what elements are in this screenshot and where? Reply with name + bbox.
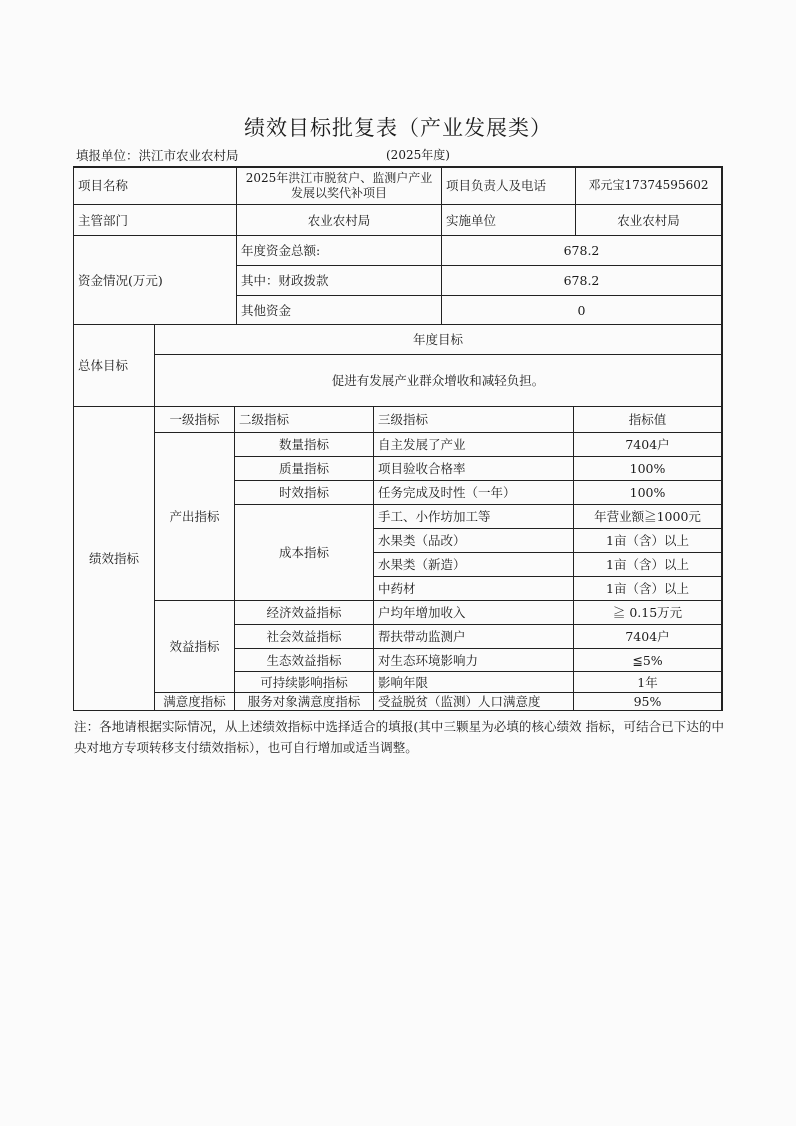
perf-indicators-label: 绩效指标: [88, 551, 139, 566]
indicator-value: 100%: [629, 485, 666, 500]
level3-cell: 受益脱贫（监测）人口满意度: [378, 694, 541, 709]
indicator-value: 1亩（含）以上: [606, 581, 689, 596]
project-name-value: 2025年洪江市脱贫户、监测户产业发展以奖代补项目: [245, 170, 433, 200]
level3-cell: 水果类（品改）: [378, 533, 466, 548]
indicator-value: 1亩（含）以上: [606, 533, 689, 548]
level2-cell: 社会效益指标: [266, 629, 342, 644]
indicator-value: 100%: [629, 461, 666, 476]
indicator-value: 年营业额≧1000元: [594, 509, 701, 524]
col-value-header: 指标值: [628, 412, 667, 427]
indicator-value: 1年: [637, 674, 658, 690]
overall-goal-label: 总体目标: [78, 358, 129, 373]
contact-value: 邓元宝17374595602: [588, 178, 709, 192]
col-level2-header: 二级指标: [239, 412, 290, 427]
dept-label: 主管部门: [78, 212, 129, 228]
level3-cell: 项目验收合格率: [378, 461, 466, 476]
annual-goal-text: 促进有发展产业群众增收和减轻负担。: [331, 373, 545, 388]
indicator-value: 95%: [633, 694, 662, 709]
level3-cell: 水果类（新造）: [378, 557, 466, 572]
level2-cell: 成本指标: [278, 545, 329, 560]
level2-cell: 可持续影响指标: [260, 674, 348, 690]
satisfaction-indicators-label: 满意度指标: [163, 694, 226, 709]
funds-total-value: 678.2: [563, 243, 600, 258]
funds-total-label: 年度资金总额:: [241, 243, 321, 258]
level3-cell: 手工、小作坊加工等: [378, 509, 491, 524]
indicator-value: 7404户: [625, 629, 670, 644]
report-year: (2025年度): [386, 148, 450, 162]
contact-label: 项目负责人及电话: [446, 178, 547, 193]
level3-cell: 任务完成及时性（一年）: [378, 485, 516, 500]
project-name-label: 项目名称: [78, 178, 129, 193]
table-border-bottom: [73, 710, 723, 711]
benefit-indicators-label: 效益指标: [169, 639, 220, 654]
level3-cell: 对生态环境影响力: [378, 652, 479, 668]
level2-cell: 质量指标: [278, 461, 329, 476]
level3-cell: 帮扶带动监测户: [378, 629, 466, 644]
indicator-value: ≧ 0.15万元: [612, 605, 683, 620]
level2-cell: 时效指标: [278, 485, 329, 500]
indicator-value: ≦5%: [632, 652, 663, 668]
indicator-value: 7404户: [625, 437, 670, 452]
level2-cell: 生态效益指标: [266, 652, 342, 668]
page-title: 绩效目标批复表（产业发展类）: [244, 116, 552, 140]
impl-unit-value: 农业农村局: [617, 212, 680, 228]
funds-fiscal-label: 其中：财政拨款: [241, 273, 329, 288]
footnote: 注：各地请根据实际情况，从上述绩效指标中选择适合的填报(其中三颗星为必填的核心绩效 指标，可结合已下达的中央对地方专项转移支付绩效指标），也可自行增加或适当调整。: [74, 719, 724, 755]
level3-cell: 自主发展了产业: [378, 437, 466, 452]
level3-cell: 中药材: [378, 581, 416, 596]
funds-label: 资金情况(万元): [78, 272, 163, 288]
level2-cell: 服务对象满意度指标: [247, 694, 361, 709]
level2-cell: 数量指标: [278, 437, 329, 452]
dept-value: 农业农村局: [307, 212, 371, 228]
funds-other-label: 其他资金: [241, 302, 292, 318]
output-indicators-label: 产出指标: [169, 509, 220, 524]
impl-unit-label: 实施单位: [446, 212, 497, 228]
table-border-right: [721, 166, 723, 711]
level3-cell: 户均年增加收入: [378, 605, 466, 620]
funds-other-value: 0: [577, 302, 586, 318]
col-level1-header: 一级指标: [169, 412, 220, 427]
level2-cell: 经济效益指标: [266, 605, 342, 620]
level3-cell: 影响年限: [378, 674, 429, 690]
funds-fiscal-value: 678.2: [563, 273, 600, 288]
col-level3-header: 三级指标: [378, 412, 429, 427]
indicator-value: 1亩（含）以上: [606, 557, 689, 572]
reporting-unit: 填报单位：洪江市农业农村局: [76, 148, 239, 163]
annual-goal-label: 年度目标: [412, 332, 463, 347]
